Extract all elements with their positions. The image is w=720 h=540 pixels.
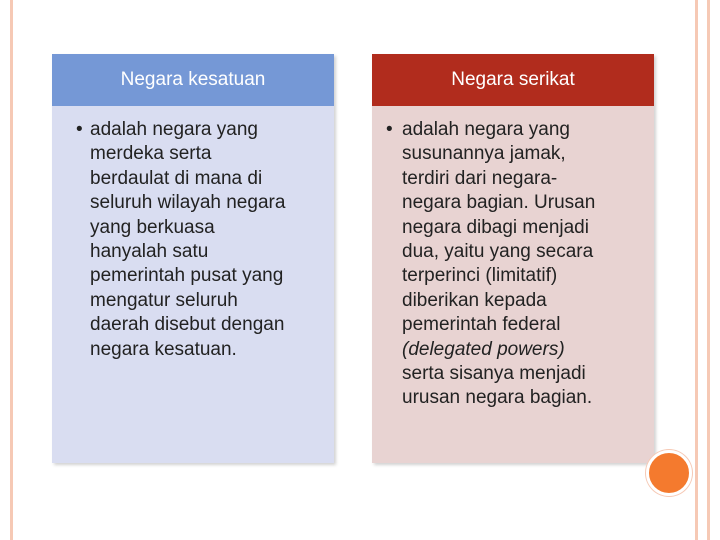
text-line: yang berkuasa — [90, 216, 215, 238]
text-line: susunannya jamak, — [402, 143, 566, 165]
slide-frame-line-left — [10, 0, 13, 540]
text-line: seluruh wilayah negara — [90, 192, 286, 214]
text-line: terperinci (limitatif) — [402, 265, 558, 287]
unitary-state-body — [52, 106, 334, 362]
text-line: negara kesatuan. — [90, 338, 237, 360]
federal-state-header: Negara serikat — [372, 54, 654, 106]
text-line: pemerintah pusat yang — [90, 265, 284, 287]
bullet-icon: • — [76, 119, 83, 140]
text-line: adalah negara yang — [90, 119, 258, 140]
text-line: daerah disebut dengan — [90, 314, 285, 336]
slide-frame-line-right-outer — [707, 0, 710, 540]
text-line: urusan negara bagian. — [402, 387, 593, 409]
slide-frame-line-right-inner — [695, 0, 698, 540]
unitary-state-text — [90, 118, 314, 362]
text-line: serta sisanya menjadi — [402, 363, 586, 385]
text-line: hanyalah satu — [90, 241, 209, 263]
federal-state-card — [372, 54, 654, 463]
text-line: pemerintah federal — [402, 314, 561, 336]
text-line: adalah negara yang — [402, 119, 570, 140]
text-line: negara bagian. Urusan — [402, 192, 596, 214]
unitary-state-header: Negara kesatuan — [52, 54, 334, 106]
federal-state-text — [402, 118, 634, 411]
text-line: terdiri dari negara- — [402, 167, 558, 189]
accent-circle — [646, 450, 692, 496]
text-line: negara dibagi menjadi — [402, 216, 589, 238]
bullet-icon: • — [386, 119, 393, 140]
unitary-state-card — [52, 54, 334, 463]
text-line: berdaulat di mana di — [90, 167, 263, 189]
text-line: mengatur seluruh — [90, 289, 238, 311]
text-line: merdeka serta — [90, 143, 212, 165]
text-line: dua, yaitu yang secara — [402, 241, 594, 263]
text-line: diberikan kepada — [402, 289, 547, 311]
federal-state-body — [372, 106, 654, 411]
italic-text-line: (delegated powers) — [402, 338, 565, 360]
